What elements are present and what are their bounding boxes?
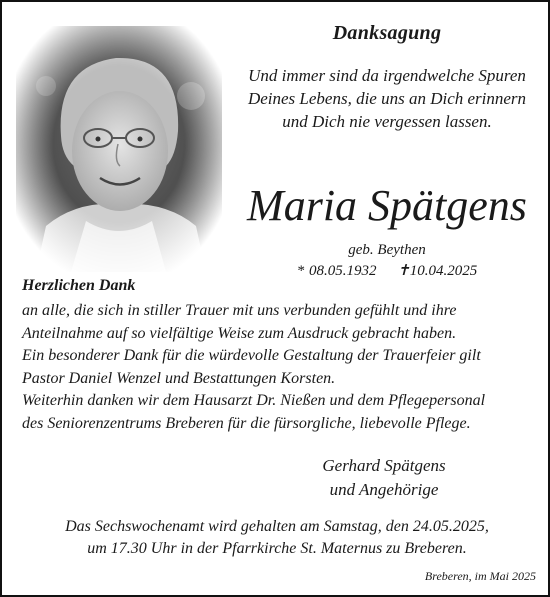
thanks-heading: Herzlichen Dank xyxy=(22,277,136,294)
notice-line: um 17.30 Uhr in der Pfarrkirche St. Maternus zu Breberen. xyxy=(87,540,467,557)
page-title: Danksagung xyxy=(332,22,442,44)
signoff-line: Gerhard Spätgens xyxy=(322,456,446,475)
life-dates xyxy=(222,261,550,280)
thanks-line: Pastor Daniel Wenzel und Bestattungen Korsten. xyxy=(22,369,336,387)
thanks-line: Ein besonderer Dank für die würdevolle Gestaltung der Trauerfeier gilt xyxy=(22,347,481,364)
signoff-line: und Angehörige xyxy=(329,480,439,499)
thanks-text xyxy=(22,300,547,435)
thanks-line: Weiterhin danken wir dem Hausarzt Dr. Nießen und dem Pflegepersonal xyxy=(22,392,486,409)
verse-line: und Dich nie vergessen lassen. xyxy=(282,112,492,131)
signoff xyxy=(284,454,484,502)
memorial-verse xyxy=(222,64,550,133)
thanks-line: des Seniorenzentrums Breberen für die fürsorgliche, liebevolle Pflege. xyxy=(22,414,471,432)
birth-date: * 08.05.1932 xyxy=(296,263,377,279)
mass-notice xyxy=(2,516,550,560)
verse-line: Und immer sind da irgendwelche Spuren xyxy=(248,66,526,85)
thanks-line: Anteilnahme auf so vielfältige Weise zum Ausdruck gebracht haben. xyxy=(22,324,457,342)
verse-line: Deines Lebens, die uns an Dich erinnern xyxy=(247,89,527,108)
notice-line: Das Sechswochenamt wird gehalten am Samstag, den 24.05.2025, xyxy=(65,518,489,535)
portrait-photo xyxy=(16,26,222,272)
place-date: Breberen, im Mai 2025 xyxy=(424,569,536,583)
death-date: ✝10.04.2025 xyxy=(397,263,478,279)
deceased-name: Maria Spätgens xyxy=(247,181,527,230)
maiden-name: geb. Beythen xyxy=(348,242,426,258)
thanks-line: an alle, die sich in stiller Trauer mit uns verbunden gefühlt und ihre xyxy=(22,302,457,319)
